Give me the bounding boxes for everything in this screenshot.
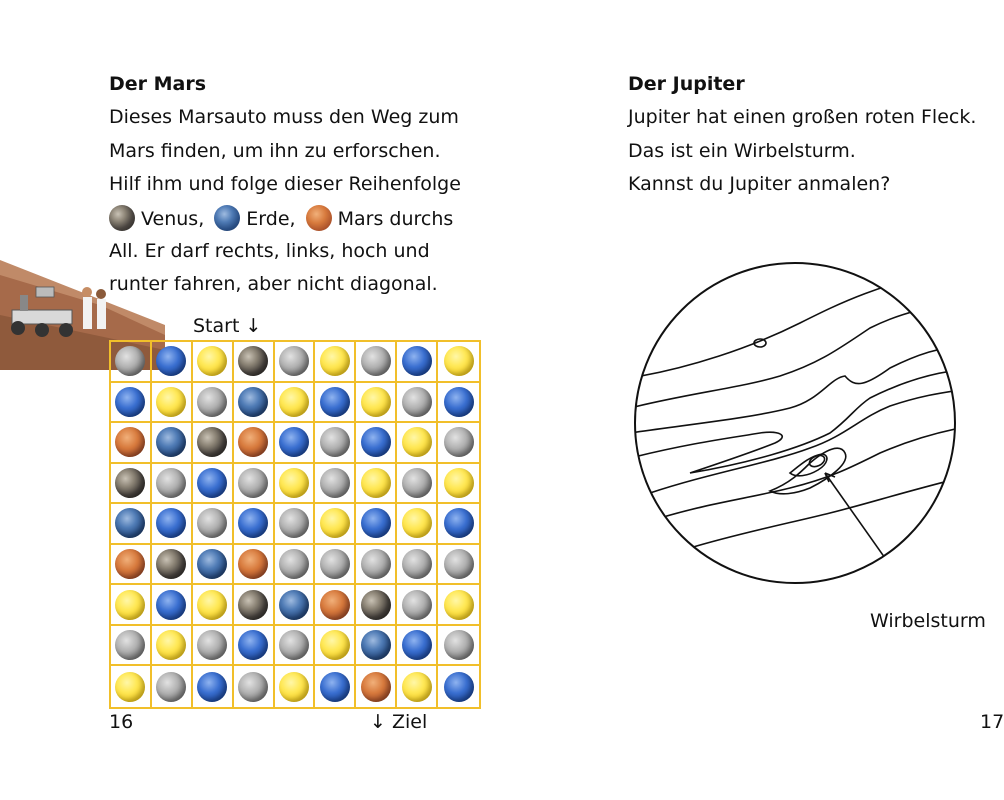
mond-icon [279,508,309,538]
maze-cell[interactable] [234,626,275,667]
maze-cell[interactable] [356,504,397,545]
maze-cell[interactable] [438,585,479,626]
neptun-icon [197,672,227,702]
mars-text-line-6: runter fahren, aber nicht diagonal. [109,273,438,295]
erde-icon [238,387,268,417]
maze-cell[interactable] [275,545,316,586]
maze-cell[interactable] [152,383,193,424]
maze-cell[interactable] [193,504,234,545]
maze-cell[interactable] [234,423,275,464]
jupiter-text-line-1: Jupiter hat einen großen roten Fleck. [628,106,977,128]
maze-cell[interactable] [152,464,193,505]
maze-cell[interactable] [397,585,438,626]
maze-cell[interactable] [438,423,479,464]
maze-cell[interactable] [397,626,438,667]
maze-cell[interactable] [193,464,234,505]
sonne-icon [320,508,350,538]
maze-cell[interactable] [356,626,397,667]
neptun-icon [444,387,474,417]
neptun-icon [402,630,432,660]
venus-icon [238,590,268,620]
mond-icon [197,630,227,660]
mond-icon [115,346,145,376]
maze-cell[interactable] [234,342,275,383]
mond-icon [402,590,432,620]
mond-icon [361,346,391,376]
maze-cell[interactable] [234,666,275,707]
maze-cell[interactable] [111,545,152,586]
maze-cell[interactable] [234,383,275,424]
maze-cell[interactable] [438,342,479,383]
maze-cell[interactable] [152,545,193,586]
mond-icon [444,630,474,660]
jupiter-coloring-drawing[interactable] [630,258,960,588]
maze-cell[interactable] [152,423,193,464]
sonne-icon [197,590,227,620]
maze-cell[interactable] [397,666,438,707]
maze-cell[interactable] [152,666,193,707]
neptun-icon [238,508,268,538]
maze-cell[interactable] [315,545,356,586]
sonne-icon [444,468,474,498]
maze-cell[interactable] [152,342,193,383]
mond-icon [197,387,227,417]
maze-cell[interactable] [315,342,356,383]
jupiter-text-line-2: Das ist ein Wirbelsturm. [628,140,856,162]
maze-cell[interactable] [397,383,438,424]
maze-cell[interactable] [193,342,234,383]
maze-cell[interactable] [152,585,193,626]
maze-cell[interactable] [438,666,479,707]
maze-cell[interactable] [111,666,152,707]
maze-cell[interactable] [111,464,152,505]
sequence-label-erde: Erde, [246,208,296,230]
sonne-icon [320,346,350,376]
sequence-label-mars: Mars durchs [337,208,454,230]
neptun-icon [156,346,186,376]
maze-cell[interactable] [315,585,356,626]
neptun-icon [444,508,474,538]
maze-cell[interactable] [111,585,152,626]
mond-icon [115,630,145,660]
sonne-icon [361,387,391,417]
mond-icon [444,427,474,457]
maze-cell[interactable] [111,626,152,667]
sonne-icon [156,630,186,660]
maze-cell[interactable] [234,464,275,505]
planet-maze-grid [109,340,481,709]
sonne-icon [197,346,227,376]
mond-icon [361,549,391,579]
left-page [0,0,500,800]
sonne-icon [402,672,432,702]
neptun-icon [361,508,391,538]
mond-icon [402,468,432,498]
venus-icon [156,549,186,579]
sonne-icon [361,468,391,498]
maze-cell[interactable] [193,423,234,464]
mond-icon [279,549,309,579]
neptun-icon [320,387,350,417]
venus-icon [197,427,227,457]
erde-icon [361,630,391,660]
maze-cell[interactable] [234,545,275,586]
mond-icon [156,672,186,702]
maze-cell[interactable] [438,464,479,505]
sonne-icon [402,508,432,538]
mars-text-line-3: Hilf ihm und folge dieser Reihenfolge [109,173,461,195]
sonne-icon [115,672,145,702]
erde-icon [279,590,309,620]
neptun-icon [279,427,309,457]
maze-cell[interactable] [275,666,316,707]
maze-cell[interactable] [111,342,152,383]
maze-cell[interactable] [438,545,479,586]
sonne-icon [279,468,309,498]
maze-cell[interactable] [315,504,356,545]
mars-text-line-2: Mars finden, um ihn zu erforschen. [109,140,441,162]
maze-cell[interactable] [356,666,397,707]
ziel-label: ↓ Ziel [370,711,428,733]
maze-cell[interactable] [275,342,316,383]
maze-cell[interactable] [193,626,234,667]
neptun-icon [361,427,391,457]
maze-cell[interactable] [397,504,438,545]
maze-cell[interactable] [275,423,316,464]
mars-text-line-1: Dieses Marsauto muss den Weg zum [109,106,459,128]
sonne-icon [444,590,474,620]
maze-cell[interactable] [438,383,479,424]
venus-icon [109,205,135,231]
maze-cell[interactable] [356,423,397,464]
neptun-icon [402,346,432,376]
right-page [500,0,1004,800]
mars-icon [320,590,350,620]
maze-cell[interactable] [275,626,316,667]
mars-text-line-5: All. Er darf rechts, links, hoch und [109,240,430,262]
maze-cell[interactable] [193,545,234,586]
mond-icon [279,630,309,660]
mond-icon [238,468,268,498]
mond-icon [320,427,350,457]
sonne-icon [444,346,474,376]
mars-icon [238,427,268,457]
sonne-icon [115,590,145,620]
neptun-icon [320,672,350,702]
venus-icon [361,590,391,620]
maze-cell[interactable] [111,423,152,464]
maze-cell[interactable] [397,342,438,383]
maze-cell[interactable] [397,464,438,505]
jupiter-title: Der Jupiter [628,73,745,95]
mond-icon [320,549,350,579]
mond-icon [279,346,309,376]
jupiter-text-line-3: Kannst du Jupiter anmalen? [628,173,891,195]
mond-icon [156,468,186,498]
maze-cell[interactable] [315,626,356,667]
maze-cell[interactable] [315,423,356,464]
mond-icon [402,549,432,579]
maze-cell[interactable] [193,585,234,626]
maze-cell[interactable] [193,666,234,707]
maze-cell[interactable] [152,626,193,667]
maze-cell[interactable] [275,585,316,626]
mars-icon [115,427,145,457]
maze-cell[interactable] [275,383,316,424]
mars-icon [238,549,268,579]
earth-icon [214,205,240,231]
neptun-icon [444,672,474,702]
venus-icon [238,346,268,376]
neptun-icon [156,590,186,620]
mars-icon [115,549,145,579]
wirbelsturm-label: Wirbelsturm [870,610,986,632]
maze-cell[interactable] [234,585,275,626]
maze-cell[interactable] [438,504,479,545]
page-number-right: 17 [980,711,1004,733]
neptun-icon [197,468,227,498]
sonne-icon [279,387,309,417]
erde-icon [156,427,186,457]
maze-cell[interactable] [111,383,152,424]
mond-icon [197,508,227,538]
maze-cell[interactable] [315,464,356,505]
erde-icon [197,549,227,579]
neptun-icon [238,630,268,660]
maze-cell[interactable] [397,423,438,464]
sequence-label-venus: Venus, [141,208,205,230]
sonne-icon [402,427,432,457]
maze-cell[interactable] [438,626,479,667]
mond-icon [238,672,268,702]
maze-cell[interactable] [315,666,356,707]
erde-icon [115,508,145,538]
maze-cell[interactable] [356,464,397,505]
maze-cell[interactable] [275,464,316,505]
sonne-icon [279,672,309,702]
mond-icon [402,387,432,417]
sequence-line [109,205,453,231]
start-label: Start ↓ [193,315,262,337]
mars-icon [361,672,391,702]
sonne-icon [320,630,350,660]
maze-cell[interactable] [356,585,397,626]
maze-cell[interactable] [193,383,234,424]
mars-title: Der Mars [109,73,207,95]
venus-icon [115,468,145,498]
maze-cell[interactable] [275,504,316,545]
sonne-icon [156,387,186,417]
neptun-icon [115,387,145,417]
maze-cell[interactable] [315,383,356,424]
maze-cell[interactable] [234,504,275,545]
maze-cell[interactable] [356,342,397,383]
mars-icon [306,205,332,231]
page-number-left: 16 [109,711,134,733]
maze-cell[interactable] [397,545,438,586]
mond-icon [320,468,350,498]
neptun-icon [156,508,186,538]
maze-cell[interactable] [356,545,397,586]
maze-cell[interactable] [356,383,397,424]
mond-icon [444,549,474,579]
maze-cell[interactable] [111,504,152,545]
maze-cell[interactable] [152,504,193,545]
